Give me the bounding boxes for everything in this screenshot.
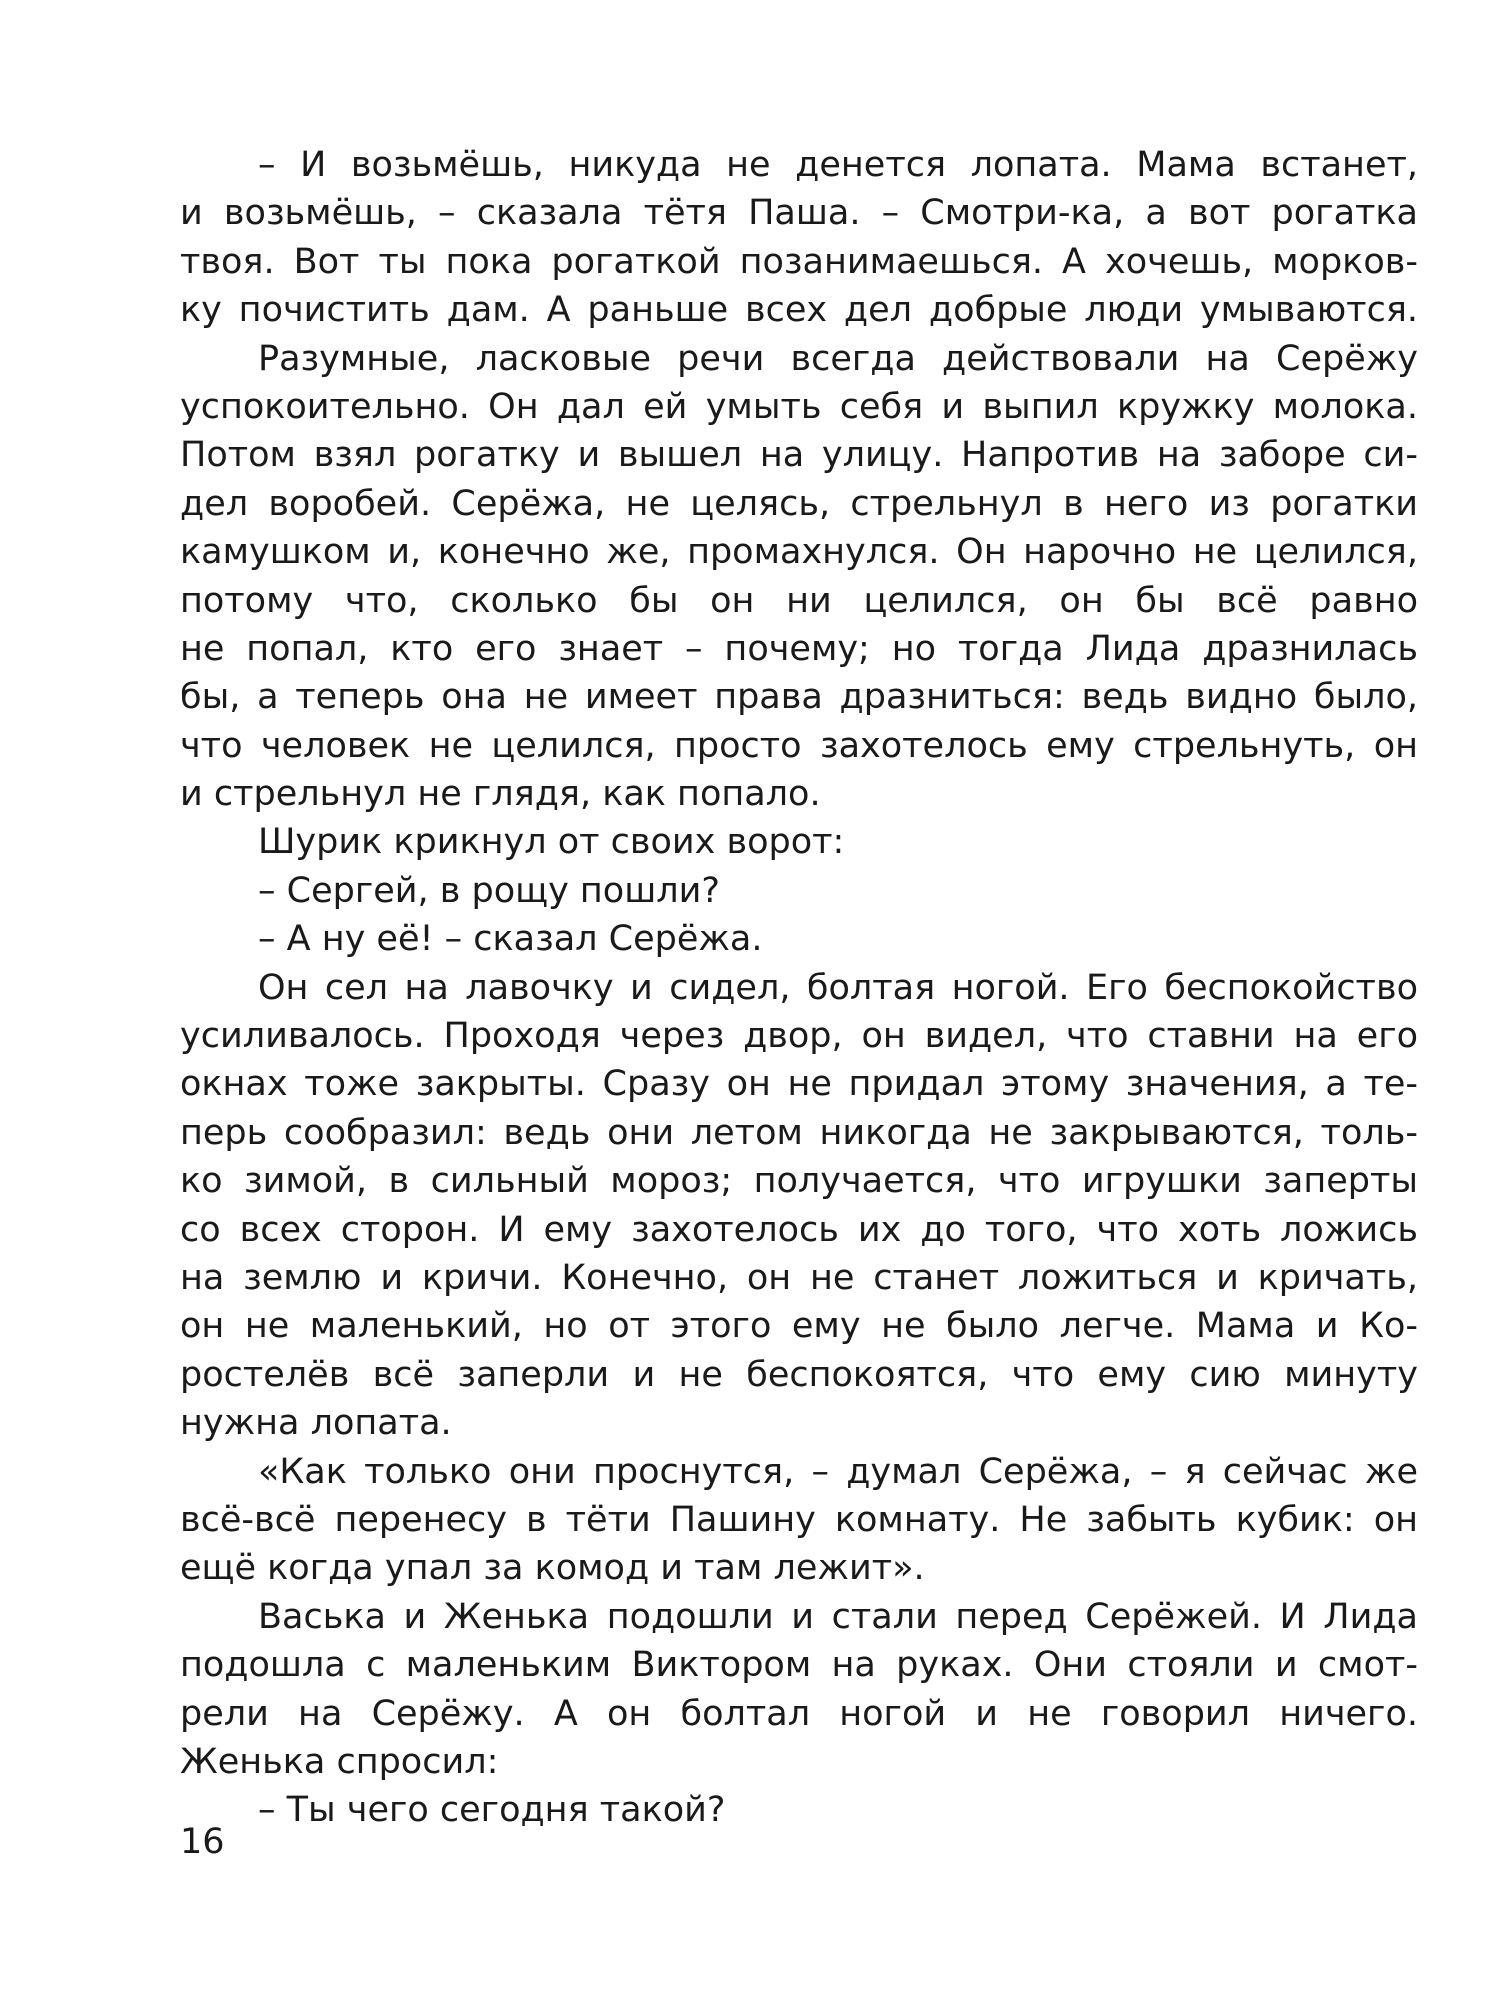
text-line: потому что, сколько бы он ни целился, он бы всё равно bbox=[180, 580, 1418, 621]
text-line: – И возьмёшь, никуда не денется лопата. Мама встанет, bbox=[258, 145, 1418, 185]
text-line: – А ну её! – сказал Серёжа. bbox=[258, 919, 763, 960]
text-line: дел воробей. Серёжа, не целясь, стрельнул в него из рогатки bbox=[180, 483, 1418, 524]
text-line: не попал, кто его знает – почему; но тогда Лида дразнилась bbox=[180, 628, 1418, 669]
text-line: – Ты чего сегодня такой? bbox=[258, 1790, 726, 1831]
text-line: камушком и, конечно же, промахнулся. Он нарочно не целился, bbox=[180, 532, 1418, 573]
text-line: окнах тоже закрыты. Сразу он не придал этому значения, а те- bbox=[180, 1064, 1418, 1105]
text-line: на землю и кричи. Конечно, он не станет ложиться и кричать, bbox=[180, 1257, 1418, 1298]
text-line: подошла с маленьким Виктором на руках. Они стояли и смот- bbox=[180, 1645, 1418, 1686]
text-line: бы, а теперь она не имеет права дразниться: ведь видно было, bbox=[180, 677, 1418, 718]
text-line: ко зимой, в сильный мороз; получается, что игрушки заперты bbox=[180, 1161, 1418, 1202]
page-number: 16 bbox=[180, 1822, 225, 1862]
text-line: – Сергей, в рощу пошли? bbox=[258, 870, 720, 911]
text-line: что человек не целился, просто захотелось ему стрельнуть, он bbox=[180, 725, 1418, 766]
text-line: он не маленький, но от этого ему не было легче. Мама и Ко- bbox=[180, 1306, 1418, 1347]
text-line: и стрельнул не глядя, как попало. bbox=[180, 774, 821, 815]
text-line: Женька спросил: bbox=[180, 1741, 499, 1782]
text-line: «Как только они проснутся, – думал Серёжа, – я сейчас же bbox=[258, 1451, 1418, 1492]
text-line: твоя. Вот ты пока рогаткой позанимаешься. А хочешь, морков- bbox=[180, 241, 1418, 282]
text-line: Васька и Женька подошли и стали перед Серёжей. И Лида bbox=[258, 1596, 1418, 1637]
text-line: всё-всё перенесу в тёти Пашину комнату. Не забыть кубик: он bbox=[180, 1499, 1418, 1540]
text-line: усиливалось. Проходя через двор, он видел, что ставни на его bbox=[180, 1016, 1418, 1057]
text-line: нужна лопата. bbox=[180, 1403, 452, 1444]
body-text bbox=[180, 141, 1418, 1835]
text-line: Разумные, ласковые речи всегда действовали на Серёжу bbox=[258, 338, 1418, 379]
text-line: ростелёв всё заперли и не беспокоятся, что ему сию минуту bbox=[180, 1354, 1418, 1395]
text-line: ку почистить дам. А раньше всех дел добрые люди умываются. bbox=[180, 290, 1418, 331]
text-line: рели на Серёжу. А он болтал ногой и не говорил ничего. bbox=[180, 1693, 1418, 1734]
text-line: со всех сторон. И ему захотелось их до того, что хоть ложись bbox=[180, 1209, 1418, 1250]
text-line: Шурик крикнул от своих ворот: bbox=[258, 822, 845, 863]
text-line: успокоительно. Он дал ей умыть себя и выпил кружку молока. bbox=[180, 386, 1418, 427]
text-line: перь сообразил: ведь они летом никогда не закрываются, толь- bbox=[180, 1112, 1418, 1153]
text-line: Потом взял рогатку и вышел на улицу. Напротив на заборе си- bbox=[180, 435, 1418, 476]
text-line: и возьмёшь, – сказала тётя Паша. – Смотри-ка, а вот рогатка bbox=[180, 193, 1418, 234]
text-line: Он сел на лавочку и сидел, болтая ногой. Его беспокойство bbox=[258, 967, 1418, 1008]
text-line: ещё когда упал за комод и там лежит». bbox=[180, 1548, 925, 1589]
